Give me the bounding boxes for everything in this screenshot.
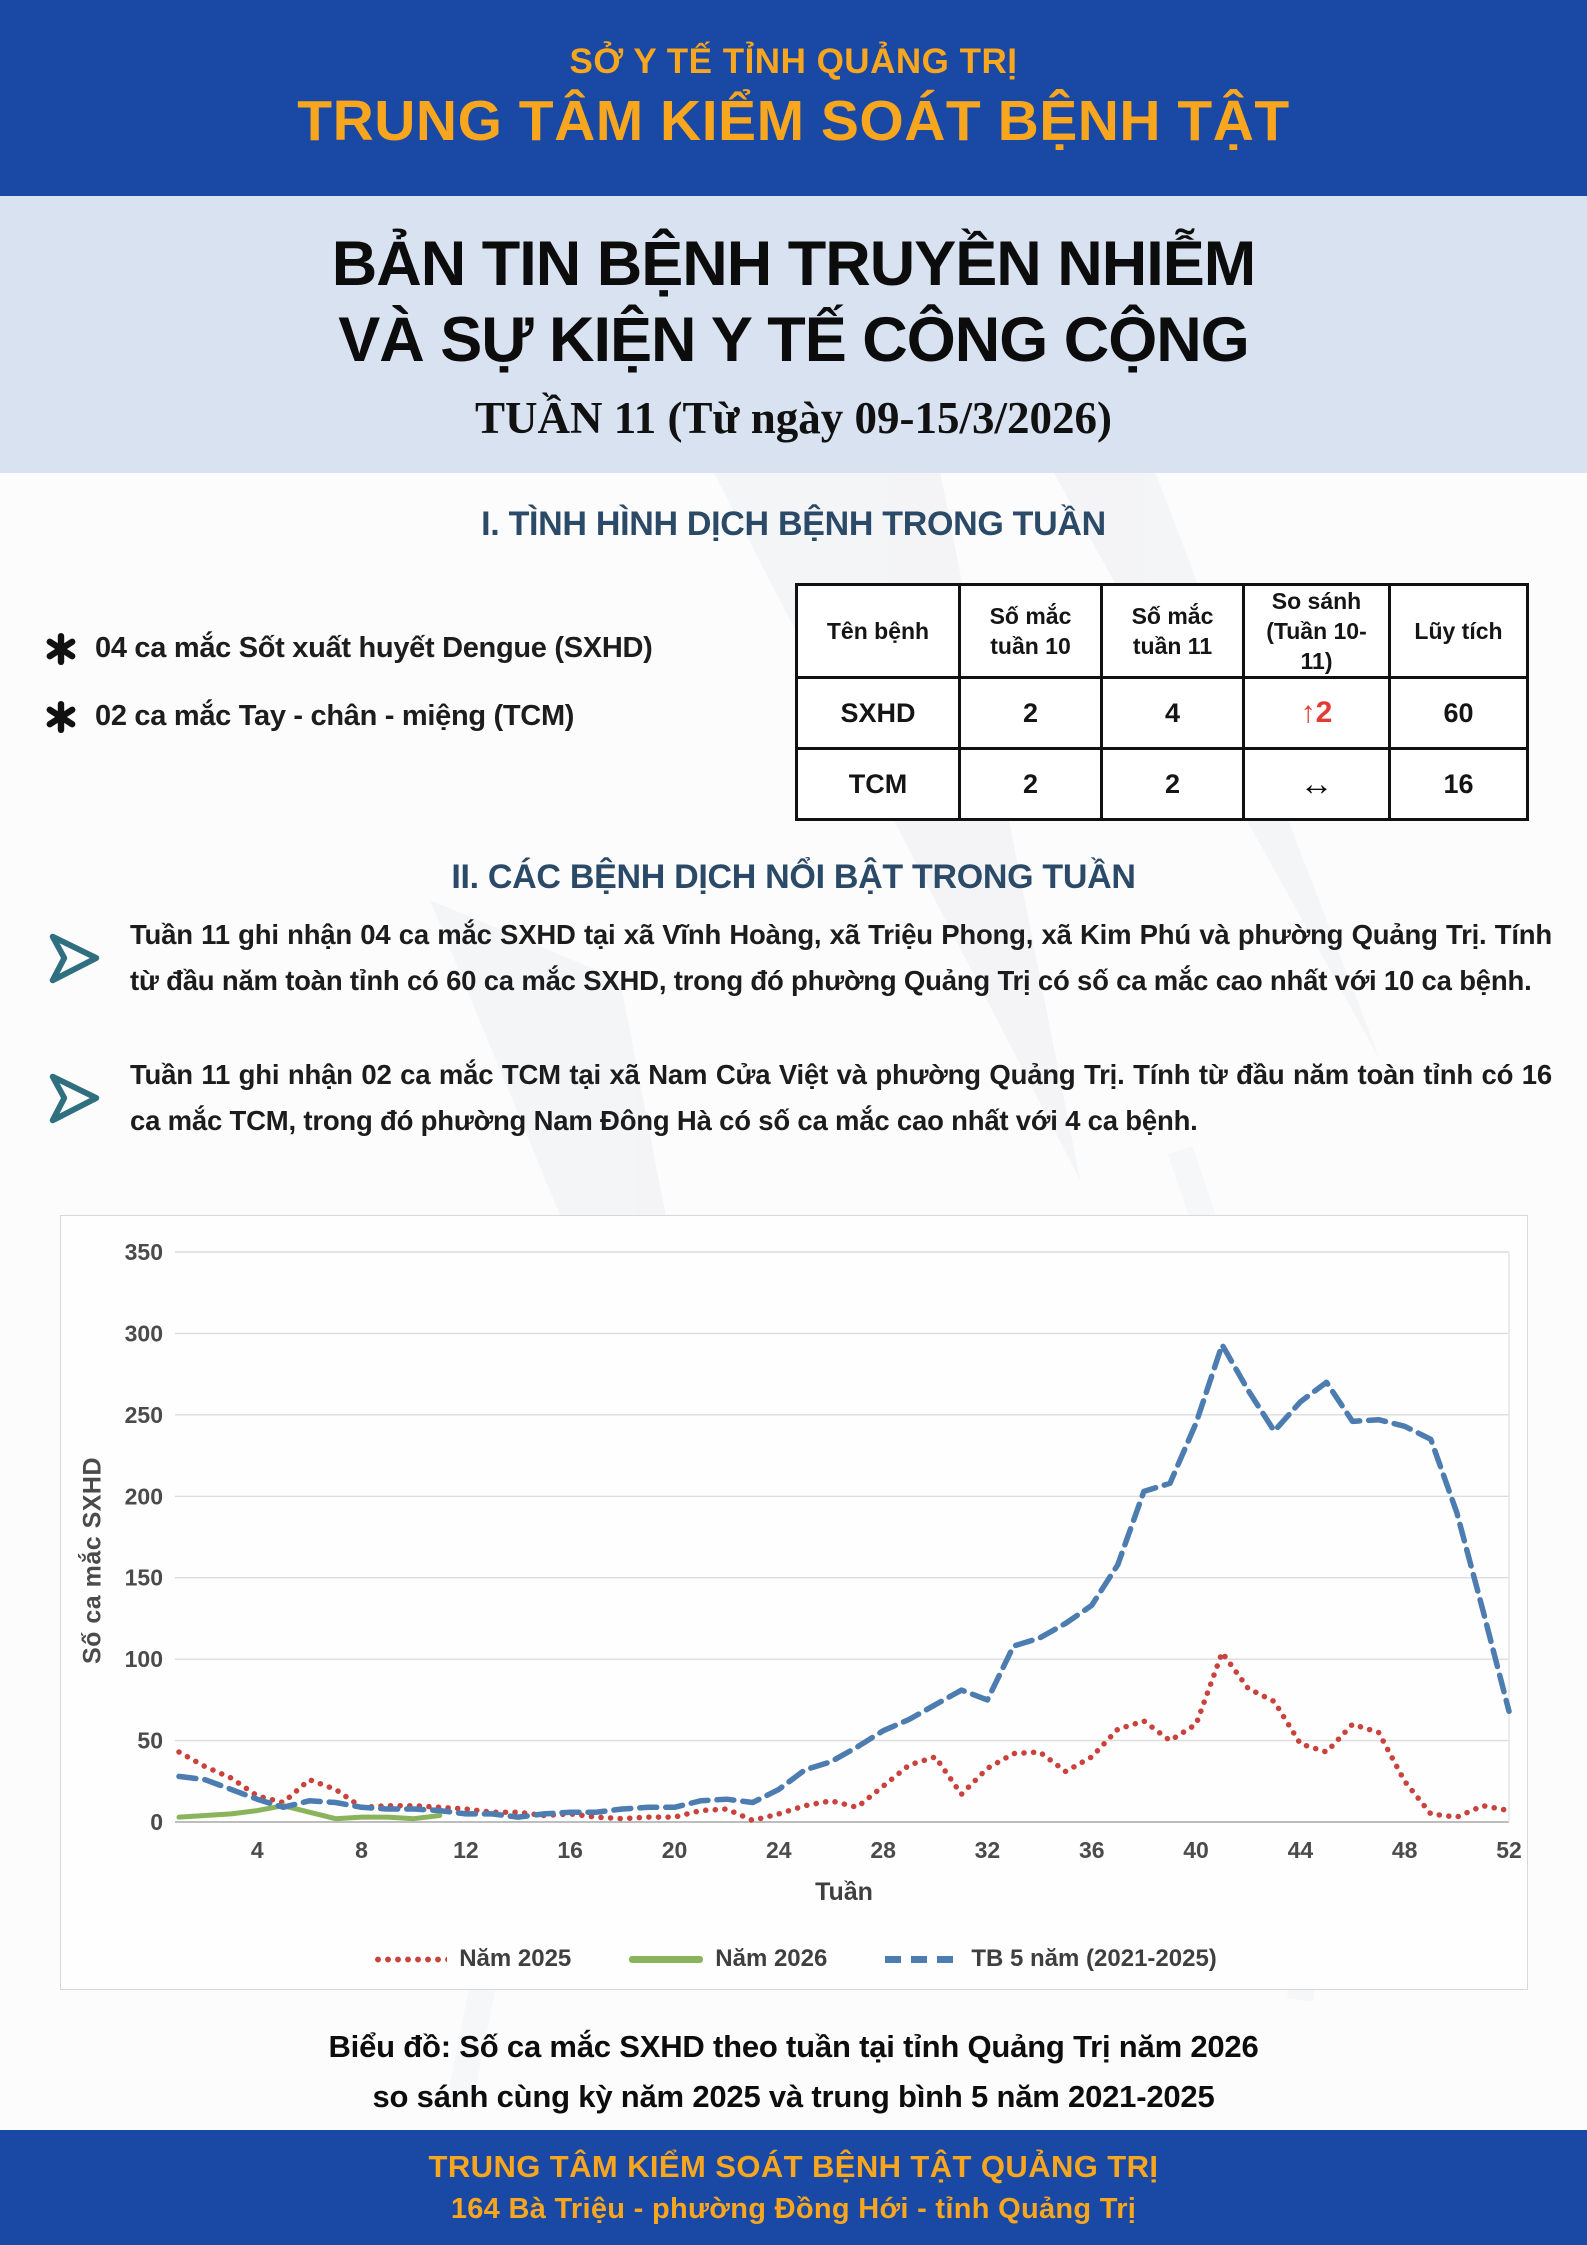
week10-value: 2 xyxy=(960,678,1102,749)
bullet-tcm xyxy=(45,700,574,733)
disease-name: SXHD xyxy=(797,678,960,749)
footer-banner xyxy=(0,2130,1587,2245)
compare-up-indicator: ↑2 xyxy=(1300,696,1333,729)
svg-text:28: 28 xyxy=(870,1837,896,1863)
asterisk-icon xyxy=(45,701,77,733)
table-header-row xyxy=(797,585,1528,678)
svg-text:200: 200 xyxy=(124,1483,163,1510)
compare-same-indicator: ↔ xyxy=(1299,764,1334,803)
bulletin-title-line2: VÀ SỰ KIỆN Y TẾ CÔNG CỘNG xyxy=(338,304,1249,375)
footer-center-name: TRUNG TÂM KIỂM SOÁT BỆNH TẬT QUẢNG TRỊ xyxy=(428,2149,1159,2184)
legend-item-2026 xyxy=(629,1945,827,1973)
legend-item-2025 xyxy=(373,1945,571,1973)
paragraph-tcm-text: Tuần 11 ghi nhận 02 ca mắc TCM tại xã Nam Cửa Việt và phường Quảng Trị. Tính từ đầu năm toàn tỉnh có 16 ca mắc TCM, trong đó phường Nam Đông Hà có số ca mắc cao nhất với 4 ca bệnh. xyxy=(130,1059,1552,1136)
section2-heading: II. CÁC BỆNH DỊCH NỔI BẬT TRONG TUẦN xyxy=(451,858,1136,896)
svg-text:250: 250 xyxy=(124,1401,163,1428)
cumulative-value: 16 xyxy=(1390,749,1528,820)
sxhd-trend-chart-card xyxy=(60,1215,1528,1990)
svg-text:350: 350 xyxy=(124,1239,163,1265)
svg-text:0: 0 xyxy=(150,1809,163,1835)
bullet-tcm-text: 02 ca mắc Tay - chân - miệng (TCM) xyxy=(95,700,575,732)
svg-text:150: 150 xyxy=(124,1564,163,1591)
week11-value: 2 xyxy=(1102,749,1244,820)
svg-text:36: 36 xyxy=(1078,1837,1105,1863)
bullet-sxhd xyxy=(45,632,652,665)
legend-sample-dotted-red xyxy=(373,1955,447,1964)
col-compare: So sánh (Tuần 10-11) xyxy=(1244,585,1390,678)
department-name: SỞ Y TẾ TỈNH QUẢNG TRỊ xyxy=(569,42,1018,81)
chart-caption-line2: so sánh cùng kỳ năm 2025 và trung bình 5 năm 2021-2025 xyxy=(372,2079,1215,2114)
chart-y-axis-label: Số ca mắc SXHD xyxy=(78,1456,107,1665)
legend-sample-solid-green xyxy=(629,1956,703,1963)
chart-caption xyxy=(0,2022,1587,2122)
legend-item-5yr-avg xyxy=(885,1945,1216,1973)
sxhd-trend-chart xyxy=(61,1222,1529,1918)
paragraph-sxhd xyxy=(40,912,1552,1004)
legend-label-2025: Năm 2025 xyxy=(459,1945,572,1972)
svg-text:Tuần: Tuần xyxy=(815,1878,873,1906)
chart-caption-line1: Biểu đồ: Số ca mắc SXHD theo tuần tại tỉnh Quảng Trị năm 2026 xyxy=(328,2029,1259,2064)
svg-text:16: 16 xyxy=(557,1837,583,1863)
chart-legend xyxy=(61,1945,1529,1973)
legend-label-2026: Năm 2026 xyxy=(715,1945,828,1972)
col-cumulative: Lũy tích xyxy=(1390,585,1528,678)
week11-value: 4 xyxy=(1102,678,1244,749)
svg-text:48: 48 xyxy=(1391,1837,1418,1863)
cumulative-value: 60 xyxy=(1390,678,1528,749)
week10-value: 2 xyxy=(960,749,1102,820)
svg-text:52: 52 xyxy=(1496,1837,1522,1863)
arrow-right-icon xyxy=(40,924,108,992)
svg-text:4: 4 xyxy=(250,1837,264,1863)
svg-text:32: 32 xyxy=(974,1837,1001,1863)
svg-text:300: 300 xyxy=(124,1320,163,1347)
svg-text:20: 20 xyxy=(661,1837,688,1863)
title-band xyxy=(0,196,1587,473)
arrow-right-icon xyxy=(40,1064,108,1132)
header-banner xyxy=(0,0,1587,196)
table-row xyxy=(797,749,1528,820)
svg-text:44: 44 xyxy=(1287,1837,1314,1863)
col-week11: Số mắc tuần 11 xyxy=(1102,585,1244,678)
svg-text:8: 8 xyxy=(355,1837,368,1863)
disease-name: TCM xyxy=(797,749,960,820)
section1-heading: I. TÌNH HÌNH DỊCH BỆNH TRONG TUẦN xyxy=(481,505,1106,543)
col-disease: Tên bệnh xyxy=(797,585,960,678)
paragraph-sxhd-text: Tuần 11 ghi nhận 04 ca mắc SXHD tại xã Vĩnh Hoàng, xã Triệu Phong, xã Kim Phú và phường Quảng Trị. Tính từ đầu năm toàn tỉnh có 60 ca mắc SXHD, trong đó phường Quảng Trị có số ca mắc cao nhất với 10 ca bệnh. xyxy=(130,919,1552,996)
weekly-cases-table xyxy=(795,583,1529,821)
svg-text:40: 40 xyxy=(1183,1837,1209,1863)
asterisk-icon xyxy=(45,633,77,665)
legend-label-5yr-avg: TB 5 năm (2021-2025) xyxy=(971,1945,1217,1972)
bullet-sxhd-text: 04 ca mắc Sốt xuất huyết Dengue (SXHD) xyxy=(95,632,653,664)
bulletin-title-line1: BẢN TIN BỆNH TRUYỀN NHIỄM xyxy=(331,228,1256,299)
svg-text:24: 24 xyxy=(766,1837,792,1863)
col-week10: Số mắc tuần 10 xyxy=(960,585,1102,678)
week-subtitle: TUẦN 11 (Từ ngày 09-15/3/2026) xyxy=(474,392,1113,443)
paragraph-tcm xyxy=(40,1052,1552,1144)
center-name: TRUNG TÂM KIỂM SOÁT BỆNH TẬT xyxy=(297,89,1290,153)
svg-text:50: 50 xyxy=(137,1727,163,1754)
legend-sample-dashed-blue xyxy=(885,1956,959,1963)
table-row xyxy=(797,678,1528,749)
svg-text:12: 12 xyxy=(453,1837,479,1863)
svg-text:100: 100 xyxy=(124,1646,163,1673)
footer-address: 164 Bà Triệu - phường Đồng Hới - tỉnh Quảng Trị xyxy=(450,2193,1137,2225)
